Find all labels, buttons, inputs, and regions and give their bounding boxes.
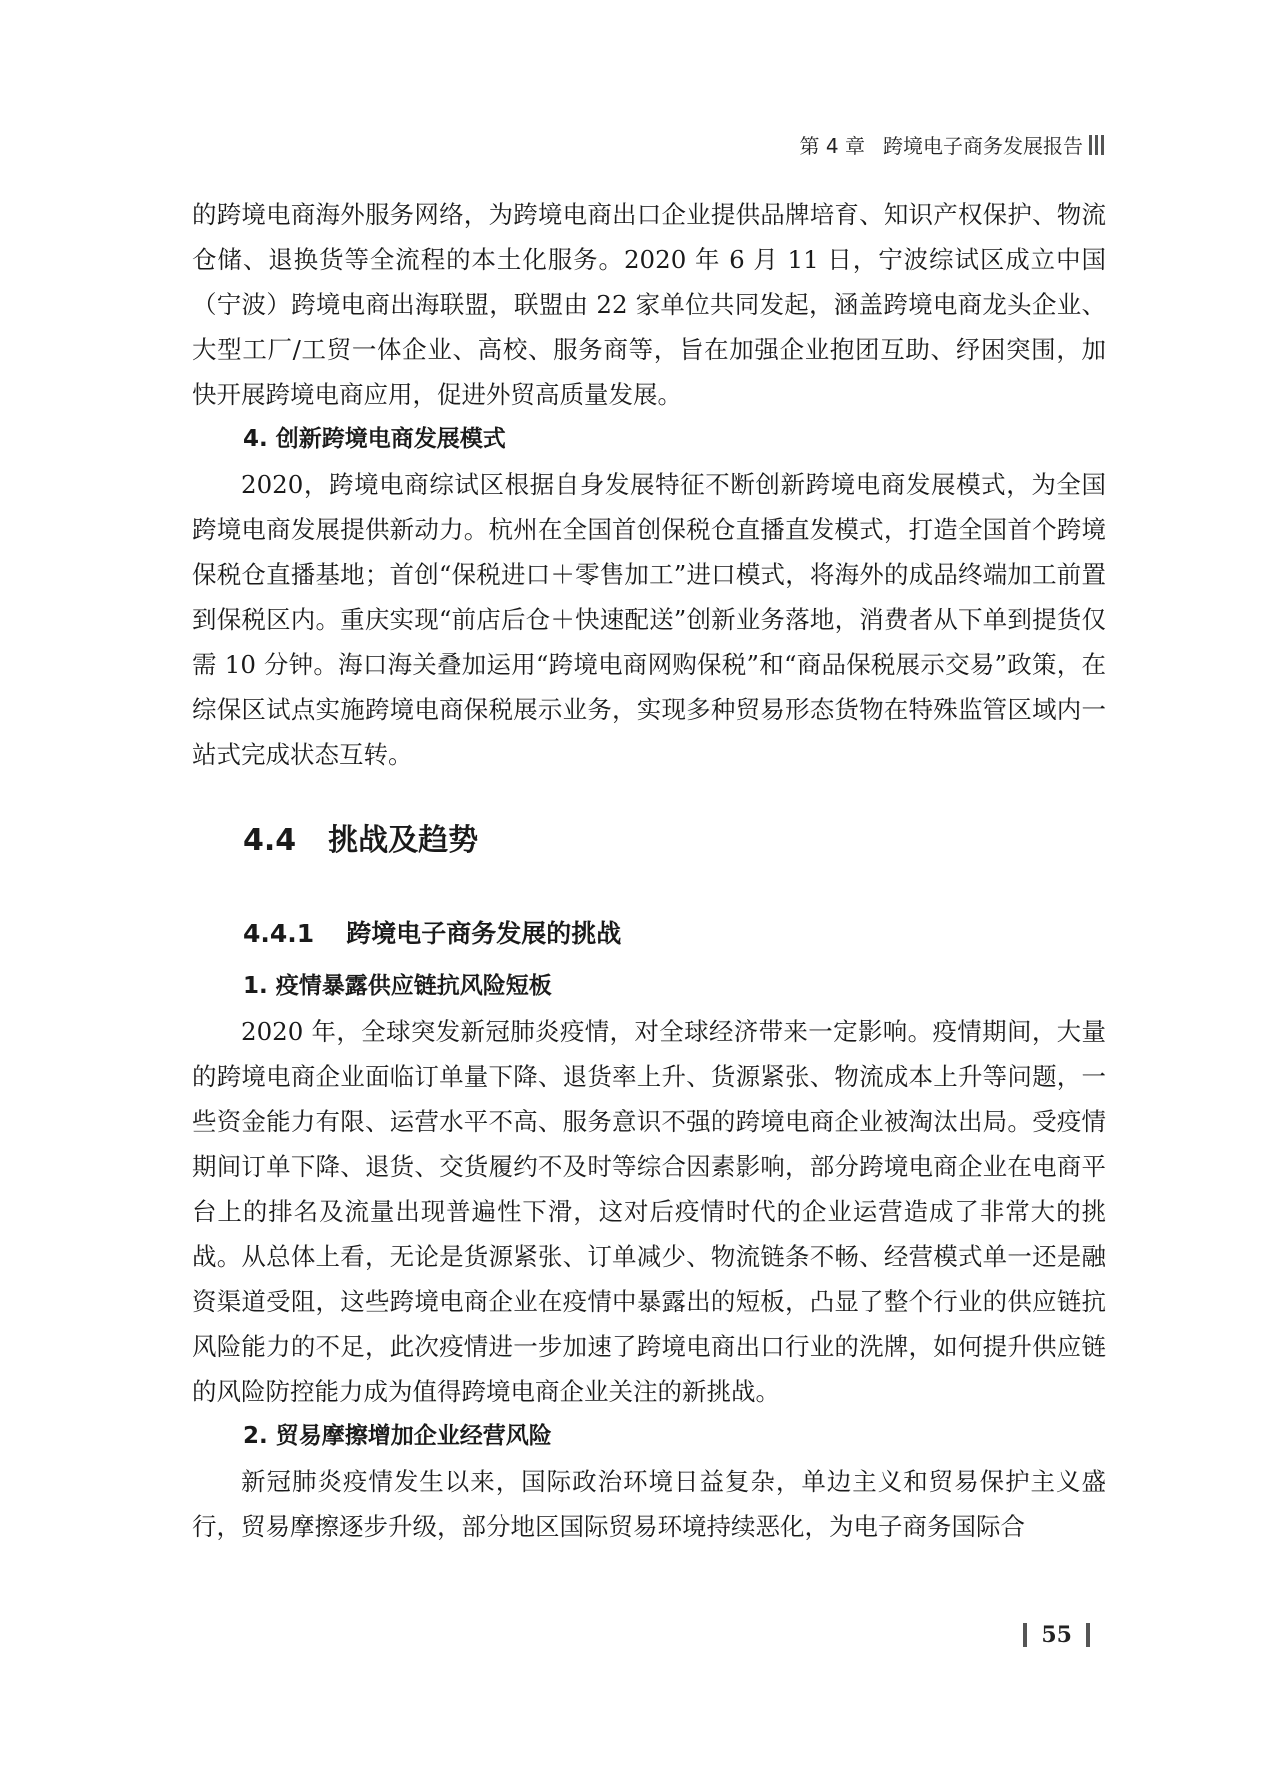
page-number: 55 [1041, 1622, 1072, 1648]
page-footer [1009, 1622, 1104, 1648]
chapter-title: 跨境电子商务发展报告 [883, 134, 1083, 158]
subsection-number: 4.4.1 [243, 919, 315, 948]
paragraph-continued: 的跨境电商海外服务网络，为跨境电商出口企业提供品牌培育、知识产权保护、物流仓储、退换货等全流程的本土化服务。2020 年 6 月 11 日，宁波综试区成立中国（宁波）跨境电商出海联盟，联盟由 22 家单位共同发起，涵盖跨境电商龙头企业、大型工厂/工贸一体企业、高校、服务商等，旨在加强企业抱团互助、纾困突围，加快开展跨境电商应用，促进外贸高质量发展。 [192, 200, 1106, 409]
section-number: 4.4 [243, 823, 297, 858]
section-title: 挑战及趋势 [328, 823, 479, 858]
paragraph-trade-friction: 新冠肺炎疫情发生以来，国际政治环境日益复杂，单边主义和贸易保护主义盛行，贸易摩擦逐步升级，部分地区国际贸易环境持续恶化，为电子商务国际合 [192, 1467, 1106, 1541]
page-body [192, 192, 1106, 1549]
section-heading [192, 777, 1106, 911]
running-header [800, 130, 1104, 159]
chapter-label: 第 4 章 [799, 134, 865, 158]
footer-bar-right [1086, 1623, 1090, 1647]
header-bars-ornament [1089, 135, 1104, 155]
subheading-innovation: 4. 创新跨境电商发展模式 [243, 426, 506, 452]
paragraph-innovation: 2020，跨境电商综试区根据自身发展特征不断创新跨境电商发展模式，为全国跨境电商发展提供新动力。杭州在全国首创保税仓直播直发模式，打造全国首个跨境保税仓直播基地；首创“保税进口＋零售加工”进口模式，将海外的成品终端加工前置到保税区内。重庆实现“前店后仓＋快速配送”创新业务落地，消费者从下单到提货仅需 10 分钟。海口海关叠加运用“跨境电商网购保税”和“商品保税展示交易”政策，在综保区试点实施跨境电商保税展示业务，实现多种贸易形态货物在特殊监管区域内一站式完成状态互转。 [192, 470, 1106, 769]
subsection-heading [192, 911, 1106, 964]
paragraph-epidemic: 2020 年，全球突发新冠肺炎疫情，对全球经济带来一定影响。疫情期间，大量的跨境电商企业面临订单量下降、退货率上升、货源紧张、物流成本上升等问题，一些资金能力有限、运营水平不高、服务意识不强的跨境电商企业被淘汰出局。受疫情期间订单下降、退货、交货履约不及时等综合因素影响，部分跨境电商企业在电商平台上的排名及流量出现普遍性下滑，这对后疫情时代的企业运营造成了非常大的挑战。从总体上看，无论是货源紧张、订单减少、物流链条不畅、经营模式单一还是融资渠道受阻，这些跨境电商企业在疫情中暴露出的短板，凸显了整个行业的供应链抗风险能力的不足，此次疫情进一步加速了跨境电商出口行业的洗牌，如何提升供应链的风险防控能力成为值得跨境电商企业关注的新挑战。 [192, 1017, 1106, 1406]
footer-bar-left [1023, 1623, 1027, 1647]
subheading-epidemic: 1. 疫情暴露供应链抗风险短板 [243, 973, 552, 999]
subheading-trade-friction: 2. 贸易摩擦增加企业经营风险 [243, 1423, 552, 1449]
subsection-title: 跨境电子商务发展的挑战 [346, 919, 622, 948]
